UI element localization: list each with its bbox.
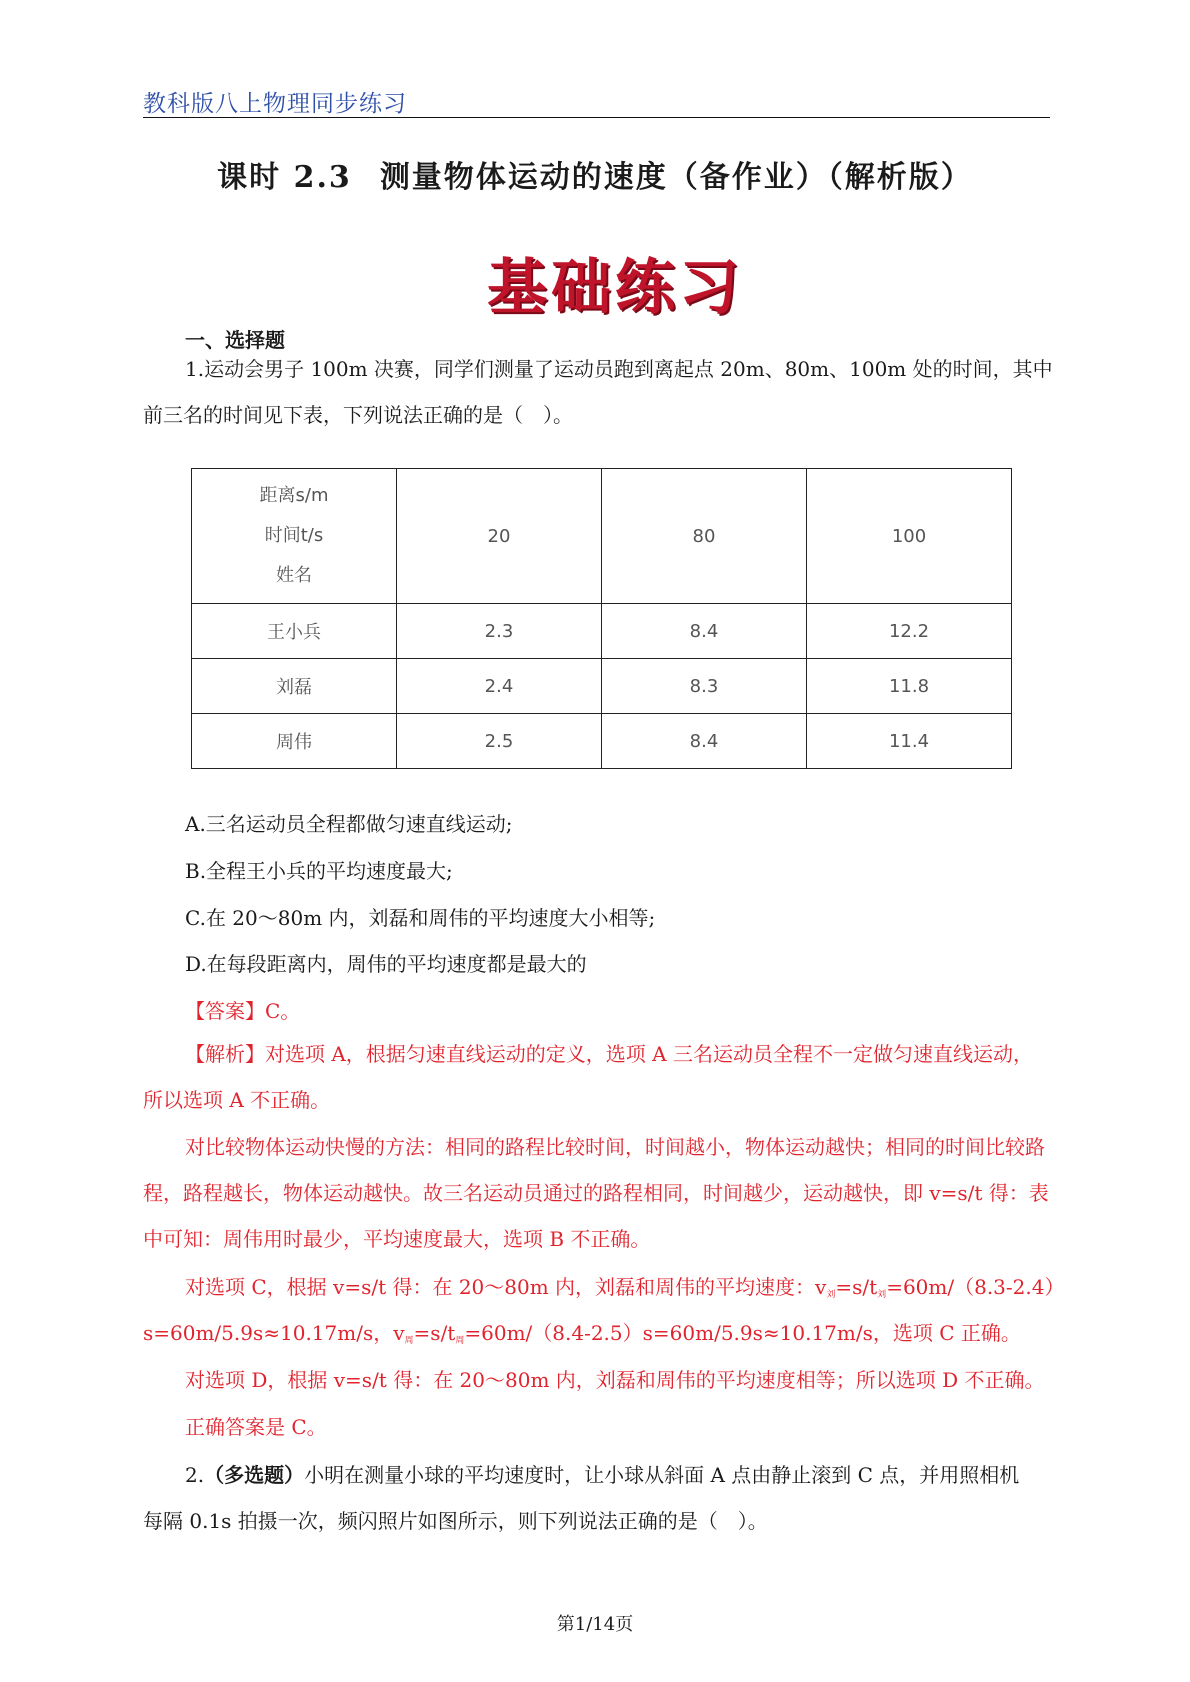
document-title xyxy=(0,152,1190,196)
time-cell: 2.4 xyxy=(397,659,602,714)
analysis-text: =60m/（8.4-2.5）s=60m/5.9s≈10.17m/s，选项 C 正确。 xyxy=(464,1321,1021,1345)
distance-header: 100 xyxy=(807,469,1012,604)
analysis-text: 对选项 A，根据匀速直线运动的定义，选项 A 三名运动员全程不一定做匀速直线运动，所以选项 A 不正确。 xyxy=(143,1042,1033,1112)
analysis-text: s=60m/5.9s≈10.17m/s，v xyxy=(143,1321,405,1345)
header-title: 教科版八上物理同步练习 xyxy=(143,91,407,117)
lesson-number: 课时 2.3 xyxy=(217,160,352,195)
page-number: 第1/14页 xyxy=(556,1614,634,1635)
q2-stem xyxy=(143,1452,1050,1544)
q1-stem xyxy=(143,346,1053,438)
table-header-row xyxy=(192,469,1012,604)
table-row xyxy=(192,714,1012,769)
time-cell: 8.4 xyxy=(602,604,807,659)
q2-stem-line1 xyxy=(143,1452,1050,1498)
runner-name: 刘磊 xyxy=(192,659,397,714)
distance-header: 20 xyxy=(397,469,602,604)
q1-analysis-b: 对比较物体运动快慢的方法：相同的路程比较时间，时间越小，物体运动越快；相同的时间比较路程，路程越长，物体运动越快。故三名运动员通过的路程相同，时间越少，运动越快，即 v=s/t 得：表中可知：周伟用时最少，平均速度最大，选项 B 不正确。 xyxy=(143,1135,1049,1251)
runner-name: 王小兵 xyxy=(192,604,397,659)
q1-option-d: D.在每段距离内，周伟的平均速度都是最大的 xyxy=(185,952,587,976)
q1-stem-line1: 1.运动会男子 100m 决赛，同学们测量了运动员跑到离起点 20m、80m、100m 处的时间，其中 xyxy=(185,357,1053,381)
lesson-title: 测量物体运动的速度（备作业）（解析版） xyxy=(379,160,973,195)
analysis-text: =60m/（8.3-2.4） xyxy=(886,1275,1065,1299)
section-banner: 基础练习 xyxy=(487,253,743,323)
question-type-tag: （多选题） xyxy=(204,1463,305,1487)
time-cell: 11.8 xyxy=(807,659,1012,714)
q2-stem-line2: 每隔 0.1s 拍摄一次，频闪照片如图所示，则下列说法正确的是（ ）。 xyxy=(143,1509,768,1533)
time-cell: 2.3 xyxy=(397,604,602,659)
q1-analysis-a xyxy=(143,1031,1050,1123)
subscript: 周 xyxy=(455,1336,465,1346)
analysis-text: =s/t xyxy=(413,1321,456,1345)
time-cell: 11.4 xyxy=(807,714,1012,769)
subscript: 周 xyxy=(404,1336,414,1346)
analysis-text: 对选项 C，根据 v=s/t 得：在 20～80m 内，刘磊和周伟的平均速度：v xyxy=(185,1275,827,1299)
runner-name: 周伟 xyxy=(192,714,397,769)
time-cell: 8.4 xyxy=(602,714,807,769)
q1-stem-line2: 前三名的时间见下表，下列说法正确的是（ ）。 xyxy=(143,403,573,427)
q1-analysis-d: 对选项 D，根据 v=s/t 得：在 20～80m 内，刘磊和周伟的平均速度相等；所以选项 D 不正确。 xyxy=(185,1368,1045,1392)
corner-time-label: 时间t/s xyxy=(264,525,324,546)
analysis-tag: 【解析】 xyxy=(185,1042,265,1066)
subscript: 刘 xyxy=(877,1290,887,1300)
header-divider xyxy=(143,117,1050,118)
q1-option-c: C.在 20～80m 内，刘磊和周伟的平均速度大小相等; xyxy=(185,906,656,930)
corner-distance-label: 距离s/m xyxy=(259,485,329,506)
distance-header: 80 xyxy=(602,469,807,604)
time-cell: 2.5 xyxy=(397,714,602,769)
analysis-text: =s/t xyxy=(835,1275,878,1299)
q1-option-a: A.三名运动员全程都做匀速直线运动; xyxy=(185,812,513,836)
q1-correct-answer: 正确答案是 C。 xyxy=(185,1415,327,1439)
q1-option-b: B.全程王小兵的平均速度最大; xyxy=(185,859,453,883)
corner-name-label: 姓名 xyxy=(276,565,312,586)
question-text: 小明在测量小球的平均速度时，让小球从斜面 A 点由静止滚到 C 点，并用照相机 xyxy=(304,1463,1020,1487)
question-number: 2. xyxy=(185,1463,205,1487)
table-row xyxy=(192,604,1012,659)
time-cell: 8.3 xyxy=(602,659,807,714)
time-cell: 12.2 xyxy=(807,604,1012,659)
q1-answer: 【答案】C。 xyxy=(185,999,301,1023)
subscript: 刘 xyxy=(826,1290,836,1300)
q1-time-table xyxy=(191,468,1012,769)
table-row xyxy=(192,659,1012,714)
section-heading: 一、选择题 xyxy=(185,328,285,352)
q1-analysis-c-line2 xyxy=(143,1310,1050,1364)
table-corner-cell xyxy=(192,469,397,604)
